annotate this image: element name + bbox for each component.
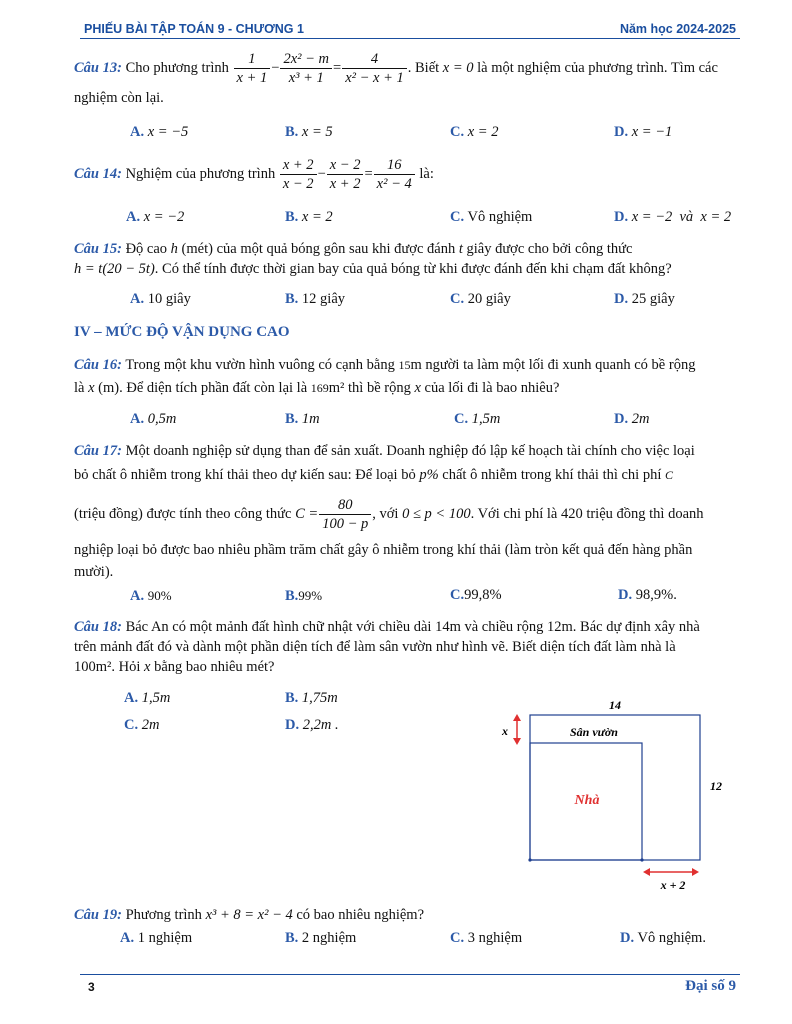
x-arrow-head-up	[513, 714, 521, 721]
option-d[interactable]: D. x = −2 và x = 2	[614, 209, 732, 225]
x-arrow-head-down	[513, 738, 521, 745]
question-text: Nghiệm của phương trình	[125, 166, 276, 182]
option-b[interactable]: B. 2 nghiệm	[285, 930, 357, 946]
math-inline: x³ + 8 = x² − 4	[205, 907, 293, 923]
option-b[interactable]: B. x = 5	[285, 124, 333, 140]
question-text: là một nghiệm của phương trình. Tìm các	[477, 60, 718, 76]
fraction: $\frac{\text{2x² − m}}{\text{x³ + 1}}$	[280, 50, 332, 87]
option-c[interactable]: C. 20 giây	[450, 291, 511, 307]
question-text: là:	[419, 166, 434, 182]
footer-subject: Đại số 9	[685, 978, 736, 994]
fraction: $\frac{x - 2}{x + 2}$	[327, 156, 364, 193]
right-label: 12	[710, 779, 722, 793]
header-year: Năm học 2024-2025	[619, 22, 736, 36]
page-header	[80, 16, 740, 40]
option-c[interactable]: C. x = 2	[450, 124, 499, 140]
land-diagram	[490, 690, 740, 900]
option-d[interactable]: D. Vô nghiệm.	[620, 930, 706, 946]
question-17-line-4: nghiệp loại bỏ được bao nhiêu phầm trăm chất gây ô nhiễm trong khí thải (làm tròn kết quả đến hàng phần	[74, 542, 693, 558]
footer-rule	[80, 974, 740, 975]
option-a[interactable]: A. x = −2	[126, 209, 185, 225]
question-18: Câu 18: Bác An có một mảnh đất hình chữ nhật với chiều dài 14m và chiều rộng 12m. Bác dự định xây nhà	[74, 619, 700, 635]
question-label: Câu 14:	[74, 166, 122, 182]
x-label: x	[502, 724, 508, 738]
bottom-arrow-head-right	[692, 868, 699, 876]
option-c[interactable]: C. 1,5m	[454, 411, 501, 427]
option-d[interactable]: D. 2,2m .	[285, 717, 339, 733]
option-d[interactable]: D. 98,9%.	[618, 587, 677, 603]
math-inline: x = 0	[442, 60, 474, 76]
option-a[interactable]: A. 10 giây	[130, 291, 191, 307]
house-label: Nhà	[574, 793, 600, 808]
option-b[interactable]: B. 1,75m	[285, 690, 338, 706]
question-label: Câu 16:	[74, 357, 122, 373]
section-title: IV – MỨC ĐỘ VẬN DỤNG CAO	[74, 324, 290, 340]
bottom-arrow-head-left	[643, 868, 650, 876]
option-a[interactable]: A. 90%	[130, 588, 172, 604]
option-a[interactable]: A. 1 nghiệm	[120, 930, 193, 946]
option-c[interactable]: C. Vô nghiệm	[450, 209, 533, 225]
header-title: PHIẾU BÀI TẬP TOÁN 9 - CHƯƠNG 1	[84, 22, 304, 36]
question-14: Câu 14: Nghiệm của phương trình $\frac{x + 2}{x - 2}$ − $\frac{x - 2}{x + 2}$ = $\frac{16}{\text{x² − 4}}$ là:	[74, 157, 434, 193]
option-a[interactable]: A. 1,5m	[124, 690, 171, 706]
option-d[interactable]: D. 2m	[614, 411, 650, 427]
option-a[interactable]: A. x = −5	[130, 124, 189, 140]
option-b[interactable]: B. 12 giây	[285, 291, 346, 307]
fraction: $\frac{4}{\text{x² − x + 1}}$	[342, 50, 407, 87]
question-17-line-3: (triệu đồng) được tính theo công thức C = $\frac{80}{100 - p}$ , với 0 ≤ p < 100. Với chi phí là 420 triệu đồng thì doanh	[74, 497, 704, 533]
question-16: Câu 16: Trong một khu vườn hình vuông có cạnh bằng 15m người ta làm một lối đi xunh quanh có bề rộng	[74, 357, 696, 373]
question-label: Câu 17:	[74, 443, 122, 459]
option-c[interactable]: C.99,8%	[450, 587, 502, 603]
option-b[interactable]: B. x = 2	[285, 209, 333, 225]
fraction: $\frac{80}{100 - p}$	[319, 496, 371, 533]
option-b[interactable]: B.99%	[285, 588, 323, 604]
question-18-line-3: 100m². Hỏi x bằng bao nhiêu mét?	[74, 659, 275, 675]
question-17-line-2: bỏ chất ô nhiễm trong khí thải theo dự kiến sau: Để loại bỏ p% chất ô nhiễm trong khí thải thì chi phí C	[74, 467, 674, 483]
question-15-line-2: h = t(20 − 5t). Có thể tính được thời gian bay của quả bóng từ khi được đánh đến khi chạm đất không?	[74, 261, 672, 277]
option-d[interactable]: D. 25 giây	[614, 291, 675, 307]
question-15: Câu 15: Độ cao h (mét) của một quả bóng gôn sau khi được đánh t giây được cho bởi công thức	[74, 241, 633, 257]
question-13: Câu 13: Cho phương trình $\frac{1}{x + 1}$ − $\frac{\text{2x² − m}}{\text{x³ + 1}}$ = $\frac{4}{\text{x² − x + 1}}$ . Biết x = 0 là một nghiệm của phương trình. Tìm các	[74, 51, 718, 87]
question-label: Câu 13:	[74, 60, 122, 76]
question-label: Câu 15:	[74, 241, 122, 257]
question-text-line: nghiệm còn lại.	[74, 90, 164, 106]
page-number: 3	[88, 980, 95, 994]
question-text: Cho phương trình	[125, 60, 229, 76]
top-label: 14	[609, 698, 621, 712]
question-17: Câu 17: Một doanh nghiệp sử dụng than để sản xuất. Doanh nghiệp đó lập kế hoạch tài chính cho việc loại	[74, 443, 695, 459]
fraction: $\frac{1}{x + 1}$	[234, 50, 271, 87]
option-c[interactable]: C. 3 nghiệm	[450, 930, 523, 946]
question-label: Câu 19:	[74, 907, 122, 923]
question-label: Câu 18:	[74, 619, 122, 635]
header-rule	[80, 38, 740, 39]
option-c[interactable]: C. 2m	[124, 717, 160, 733]
question-19: Câu 19: Phương trình x³ + 8 = x² − 4 có bao nhiêu nghiệm?	[74, 907, 424, 923]
garden-label: Sân vườn	[570, 725, 618, 739]
option-d[interactable]: D. x = −1	[614, 124, 673, 140]
fraction: $\frac{x + 2}{x - 2}$	[280, 156, 317, 193]
corner-dot	[640, 858, 643, 861]
fraction: $\frac{16}{\text{x² − 4}}$	[374, 156, 415, 193]
math-inline: h = t(20 − 5t)	[74, 261, 155, 277]
question-18-line-2: trên mảnh đất đó và dành một phần diện tích để làm sân vườn như hình vẽ. Biết diện tích đất làm nhà là	[74, 639, 676, 655]
option-a[interactable]: A. 0,5m	[130, 411, 177, 427]
question-16-line-2: là x (m). Để diện tích phần đất còn lại là 169m² thì bề rộng x của lối đi là bao nhiêu?	[74, 380, 560, 396]
bottom-label: x + 2	[660, 878, 686, 892]
corner-dot	[528, 858, 531, 861]
option-b[interactable]: B. 1m	[285, 411, 320, 427]
question-17-line-5: mười).	[74, 564, 114, 580]
